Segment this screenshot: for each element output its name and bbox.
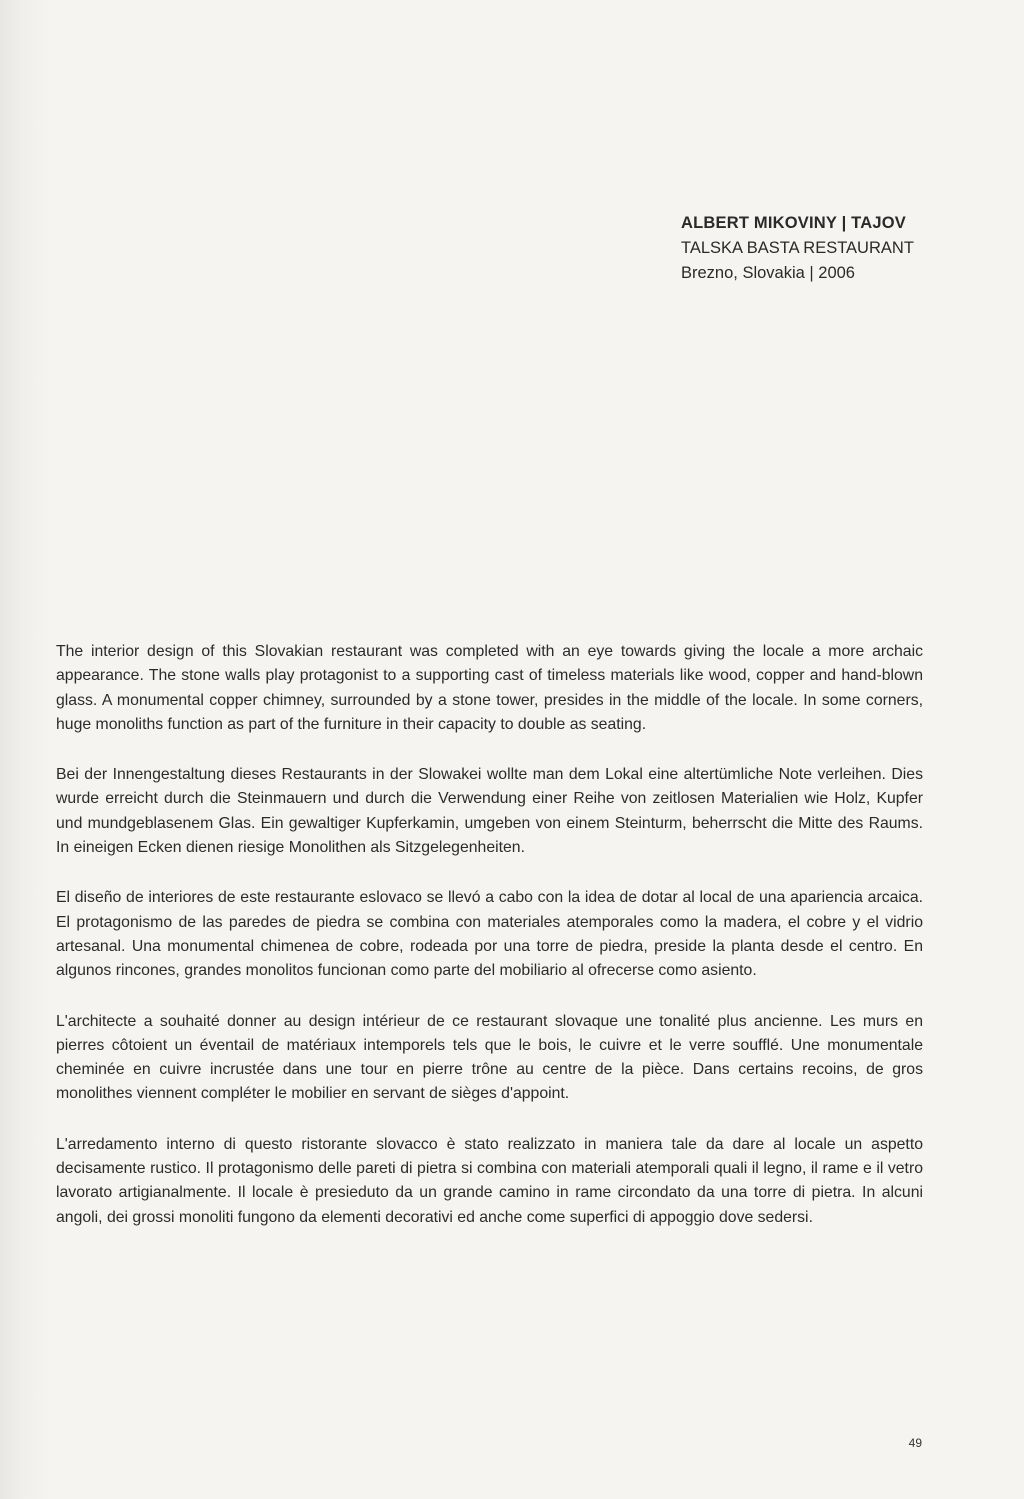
page-number: 49 bbox=[908, 1436, 922, 1450]
paragraph-french: L'architecte a souhaité donner au design intérieur de ce restaurant slovaque une tonalité plus ancienne. Les murs en pierres côtoient un éventail de matériaux intemporels tels que le bois, le cuivre et le verre soufflé. Une monumentale cheminée en cuivre incrustée dans une tour en pierre trône au centre de la pièce. Dans certains recoins, de gros monolithes viennent compléter le mobilier en servant de sièges d'appoint. bbox=[56, 1012, 923, 1103]
description-text bbox=[56, 640, 923, 1256]
project-title: TALSKA BASTA RESTAURANT bbox=[681, 239, 914, 257]
paragraph-english: The interior design of this Slovakian restaurant was completed with an eye towards giving the locale a more archaic appearance. The stone walls play protagonist to a supporting cast of timeless materials like wood, copper and hand-blown glass. A monumental copper chimney, surrounded by a stone tower, presides in the middle of the locale. In some corners, huge monoliths function as part of the furniture in their capacity to double as seating. bbox=[56, 643, 923, 733]
project-location-year: Brezno, Slovakia | 2006 bbox=[681, 264, 855, 282]
project-header bbox=[681, 211, 1001, 286]
paragraph-italian: L'arredamento interno di questo ristorante slovacco è stato realizzato in maniera tale da dare al locale un aspetto decisamente rustico. Il protagonismo delle pareti di pietra si combina con materiali atemporali quali il legno, il rame e il vetro lavorato artigianalmente. Il locale è presieduto da un grande camino in rame circondato da una torre di pietra. In alcuni angoli, dei grossi monoliti fungono da elementi decorativi ed anche come superfici di appoggio dove sedersi. bbox=[56, 1135, 923, 1226]
architect-name: ALBERT MIKOVINY | TAJOV bbox=[681, 214, 906, 232]
paragraph-spanish: El diseño de interiores de este restaurante eslovaco se llevó a cabo con la idea de dotar al local de una apariencia arcaica. El protagonismo de las paredes de piedra se combina con materiales atemporales como la madera, el cobre y el vidrio artesanal. Una monumental chimenea de cobre, rodeada por una torre de piedra, preside la planta desde el centro. En algunos rincones, grandes monolitos funcionan como parte del mobiliario al ofrecerse como asiento. bbox=[56, 889, 923, 980]
paragraph-german: Bei der Innengestaltung dieses Restaurants in der Slowakei wollte man dem Lokal eine altertümliche Note verleihen. Dies wurde erreicht durch die Steinmauern und durch die Verwendung einer Reihe von zeitlosen Materialien wie Holz, Kupfer und mundgeblasenem Glas. Ein gewaltiger Kupferkamin, umgeben von einem Steinturm, beherrscht die Mitte des Raums. In eineigen Ecken dienen riesige Monolithen als Sitzgelegenheiten. bbox=[56, 766, 923, 857]
